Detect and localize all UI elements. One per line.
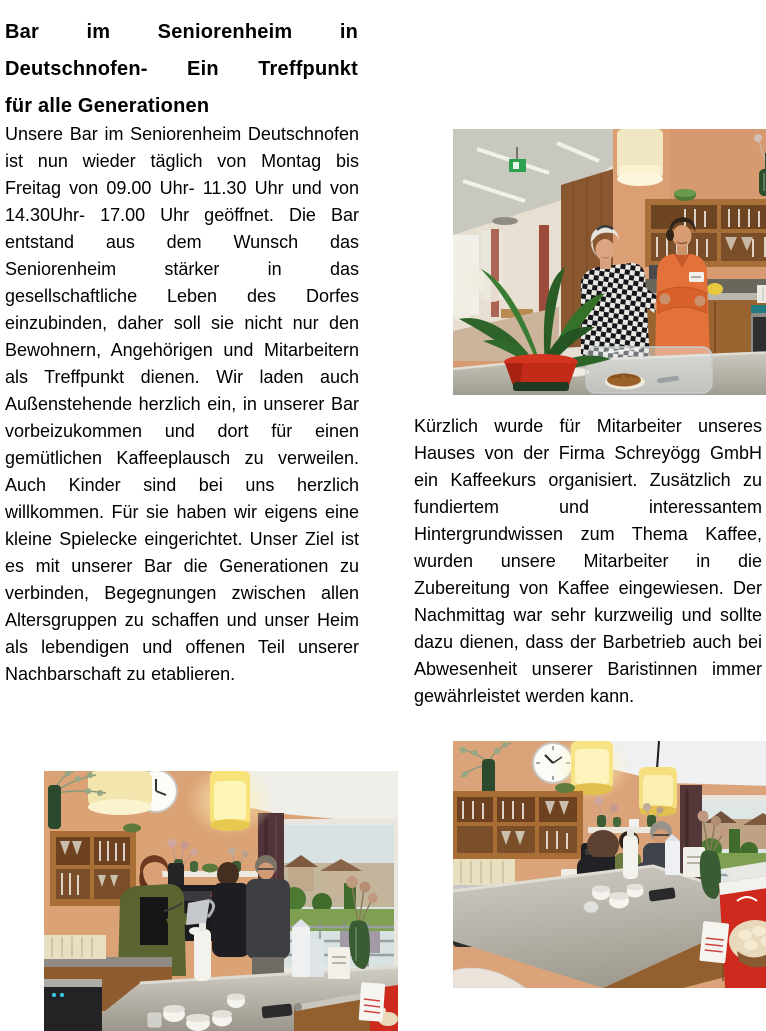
article-paragraph-left: Unsere Bar im Seniorenheim Deutschnofen ist nun wieder täglich von Montag bis Freitag von 09.00 Uhr- 11.30 Uhr und von 14.30Uhr- 17.00 Uhr geöffnet. Die Bar entstand aus dem Wunsch das Seniorenheim stärker in das gesellschaftliche Leben des Dorfes einzubinden, daher soll sie nicht nur den Bewohnern, Angehörigen und Mitarbeitern als Treffpunkt dienen. Wir laden auch Außenstehende herzlich ein, in unserer Bar vorbeizukommen und dort für einen gemütlichen Kaffeeplausch zu verweilen. Auch Kinder sind bei uns herzlich willkommen. Für sie haben wir eigens eine kleine Spielecke eingerichtet. Unser Ziel ist es mit unserer Bar die Generationen zu verbinden, Begegnungen zwischen allen Altersgruppen zu schaffen und unser Heim als lebendigen und offenen Teil unserer Nachbarschaft zu etablieren. — [5, 124, 359, 684]
photo-coffee-course — [453, 741, 766, 988]
photo3-wall-shelf — [453, 783, 583, 859]
photo1-wall-shelf — [645, 189, 766, 267]
article-title — [5, 14, 358, 125]
article-title-line-3: für alle Generationen — [5, 95, 210, 118]
article-title-line-1: Bar im Seniorenheim in — [5, 21, 358, 44]
photo1-hanging-lamp — [617, 129, 663, 186]
photo2-dishwasher — [44, 979, 102, 1031]
article-title-line-2: Deutschnofen- Ein Treffpunkt — [5, 58, 358, 81]
article-paragraph-right: Kürzlich wurde für Mitarbeiter unseres Hauses von der Firma Schreyögg GmbH ein Kaffeekurs organisiert. Zusätzlich zu fundiertem und interessantem Hintergrundwissen zum Thema Kaffee, wurden unsere Mitarbeiter in die Zubereitung von Kaffee eingewiesen. Der Nachmittag war sehr kurzweilig und sollte dazu dienen, dass der Barbetrieb auch bei Abwesenheit unserer Baristinnen immer gewährleistet werden kann. — [414, 416, 762, 706]
photo-barista-pouring — [44, 771, 398, 1031]
photo-bar-team — [453, 129, 766, 395]
